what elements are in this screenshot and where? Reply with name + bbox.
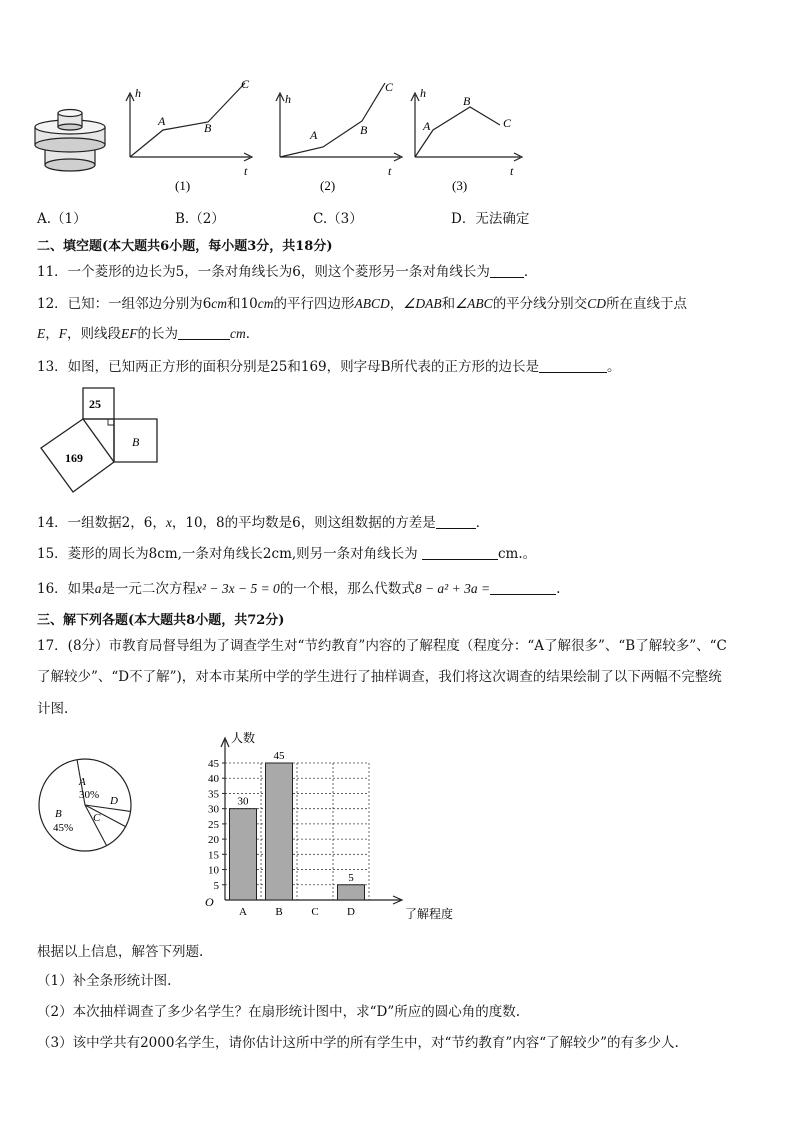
origin-label: O <box>205 895 214 909</box>
graph-3-point-c: C <box>503 116 512 130</box>
graph-1-point-a: A <box>158 114 166 128</box>
y-tick-label: 10 <box>208 864 219 877</box>
q12-ef: EF <box>121 326 138 341</box>
q13 <box>37 355 621 375</box>
q16 <box>37 577 560 597</box>
graph-3-caption: (3) <box>452 178 468 193</box>
q12-answer-blank[interactable] <box>178 327 230 340</box>
q13-answer-blank[interactable] <box>539 360 607 373</box>
section3-title: 三、解下列各题(本大题共8小题，共72分) <box>37 613 285 628</box>
option-b[interactable]: B.（2） <box>175 211 225 227</box>
q13-figure <box>35 380 165 495</box>
q12-point-e: E <box>37 326 46 341</box>
q12-end: ． <box>245 326 260 342</box>
graph-3-point-a: A <box>423 119 431 133</box>
q16-end: . <box>556 581 561 597</box>
pie-label-a: A <box>79 776 86 788</box>
q16-text-b: 是一元二次方程 <box>101 581 196 597</box>
pie-value-a: 30% <box>79 789 100 801</box>
option-c[interactable]: C.（3） <box>313 211 363 227</box>
q15-text: 15．菱形的周长为8cm,一条对角线长2cm,则另一条对角线长为 <box>37 546 418 562</box>
q12-text-e: ，则线段 <box>67 326 121 342</box>
q10-figures <box>30 75 550 200</box>
q12-angle-abc: ∠ABC <box>455 296 493 311</box>
q12-unit-1: cm <box>211 296 228 311</box>
bar-b <box>266 763 293 900</box>
graph-3-h-label: h <box>420 86 426 100</box>
q14 <box>37 511 489 531</box>
graph-1-point-b: B <box>204 121 212 135</box>
option-a[interactable]: A.（1） <box>37 211 87 227</box>
q12-line1 <box>37 292 687 312</box>
square-25-label: 25 <box>89 397 101 411</box>
q11-end: ． <box>523 264 538 280</box>
graph-2-caption: (2) <box>320 178 336 193</box>
q15 <box>37 542 536 562</box>
x-tick-label: D <box>347 906 355 918</box>
q12-and-2: 和 <box>441 296 456 312</box>
pie-label-d: D <box>110 795 118 807</box>
graph-3-t-label: t <box>510 164 514 178</box>
q17-line3: 计图. <box>37 701 69 717</box>
q16-var-a: a <box>94 581 102 596</box>
q12-value-2: 10 <box>240 296 258 312</box>
q14-text-b: ，10，8的平均数是6，则这组数据的方差是 <box>171 515 436 531</box>
y-tick-label: 15 <box>208 849 219 862</box>
q12-line2 <box>37 322 259 342</box>
y-axis-label: 人数 <box>231 731 256 745</box>
q11 <box>37 260 537 280</box>
square-b-label: B <box>132 435 140 449</box>
q16-answer-blank[interactable] <box>490 582 556 595</box>
graph-2-point-c: C <box>385 80 394 94</box>
bar-a <box>230 809 257 900</box>
x-tick-label: C <box>311 906 319 918</box>
q12-cd: CD <box>587 296 606 311</box>
q14-answer-blank[interactable] <box>436 516 476 529</box>
q13-end: 。 <box>607 359 621 375</box>
bar-data-label: 30 <box>237 795 249 808</box>
bar-d <box>338 885 365 900</box>
q12-sep: ， <box>45 326 59 342</box>
q16-expression: 8 − a² + 3a = <box>414 581 491 596</box>
graph-2 <box>276 83 402 161</box>
q14-end: ． <box>475 515 490 531</box>
container-figure <box>35 110 105 172</box>
square-169-label: 169 <box>65 451 83 465</box>
q17-sub1: （1）补全条形统计图. <box>37 973 172 989</box>
y-tick-label: 5 <box>213 879 219 892</box>
q14-text-a: 14．一组数据2，6， <box>37 515 166 531</box>
option-d[interactable]: D．无法确定 <box>451 211 530 227</box>
q12-text-a: 12．已知：一组邻边分别为 <box>37 296 203 312</box>
section2-title: 二、填空题(本大题共6小题，每小题3分，共18分) <box>37 239 333 254</box>
y-tick-label: 20 <box>208 834 219 847</box>
q16-text-a: 16．如果 <box>37 581 95 597</box>
q12-value-1: 6 <box>202 296 212 312</box>
q17-sub2: （2）本次抽样调查了多少名学生？在扇形统计图中，求“D”所应的圆心角的度数. <box>37 1004 521 1020</box>
x-tick-label: B <box>275 906 283 918</box>
q15-answer-blank[interactable] <box>422 547 498 560</box>
pie-label-b: B <box>55 808 62 820</box>
q12-text-f: 的长为 <box>137 326 178 342</box>
y-tick-label: 45 <box>208 758 219 770</box>
q14-var-x: x <box>165 515 172 530</box>
q12-unit-answer: cm <box>230 326 246 341</box>
x-axis-label: 了解程度 <box>405 907 454 921</box>
q12-angle-dab: ∠DAB <box>403 296 442 311</box>
graph-2-t-label: t <box>388 164 392 178</box>
graph-2-h-label: h <box>285 92 291 106</box>
q12-point-f: F <box>58 326 67 341</box>
q16-text-c: 的一个根，那么代数式 <box>279 581 415 597</box>
q11-answer-blank[interactable] <box>490 265 524 278</box>
q12-and: 和 <box>227 296 241 312</box>
q17-line2: 了解较少”、“D不了解”)，对本市某所中学的学生进行了抽样调查，我们将这次调查的结果绘制了以下两幅不完整统 <box>37 669 722 685</box>
q12-text-c: 的平分线分别交 <box>492 296 588 312</box>
q11-text: 11．一个菱形的边长为5，一条对角线长为6，则这个菱形另一条对角线长为 <box>37 264 490 280</box>
graph-1-point-c: C <box>241 77 250 91</box>
y-tick-label: 30 <box>208 803 219 816</box>
q12-unit-2: cm <box>257 296 274 311</box>
bar-data-label: 5 <box>348 871 354 884</box>
pie-chart <box>35 755 135 855</box>
q15-end: cm.。 <box>497 546 537 562</box>
graph-2-point-b: B <box>360 123 368 137</box>
q12-comma: ， <box>389 296 404 312</box>
q13-text: 13．如图，已知两正方形的面积分别是25和169，则字母B所代表的正方形的边长是 <box>37 359 540 375</box>
q12-text-b: 的平行四边形 <box>273 296 355 312</box>
graph-1-caption: (1) <box>175 178 191 193</box>
q17-after: 根据以上信息，解答下列题. <box>37 944 204 960</box>
q12-text-d: 所在直线于点 <box>605 296 687 312</box>
q16-equation: x² − 3x − 5 = 0 <box>195 581 280 596</box>
q12-abcd: ABCD <box>354 296 390 311</box>
y-tick-label: 40 <box>208 773 219 786</box>
y-tick-label: 25 <box>208 818 219 831</box>
pie-value-b: 45% <box>53 822 74 834</box>
x-tick-label: A <box>239 906 247 918</box>
graph-2-point-a: A <box>310 128 318 142</box>
pie-label-c: C <box>93 812 101 824</box>
bar-chart <box>195 728 454 923</box>
graph-1 <box>126 83 252 161</box>
graph-3-point-b: B <box>463 94 471 108</box>
bar-data-label: 45 <box>273 750 285 762</box>
q17-sub3: （3）该中学共有2000名学生，请你估计这所中学的所有学生中，对“节约教育”内容“了解较少”的有多少人. <box>37 1035 679 1051</box>
y-tick-label: 35 <box>208 788 219 801</box>
graph-1-h-label: h <box>135 86 141 100</box>
q17-line1: 17．(8分）市教育局督导组为了调查学生对“节约教育”内容的了解程度（程度分：“A了解很多”、“B了解较多”、“C <box>37 638 727 654</box>
graph-1-t-label: t <box>244 164 248 178</box>
